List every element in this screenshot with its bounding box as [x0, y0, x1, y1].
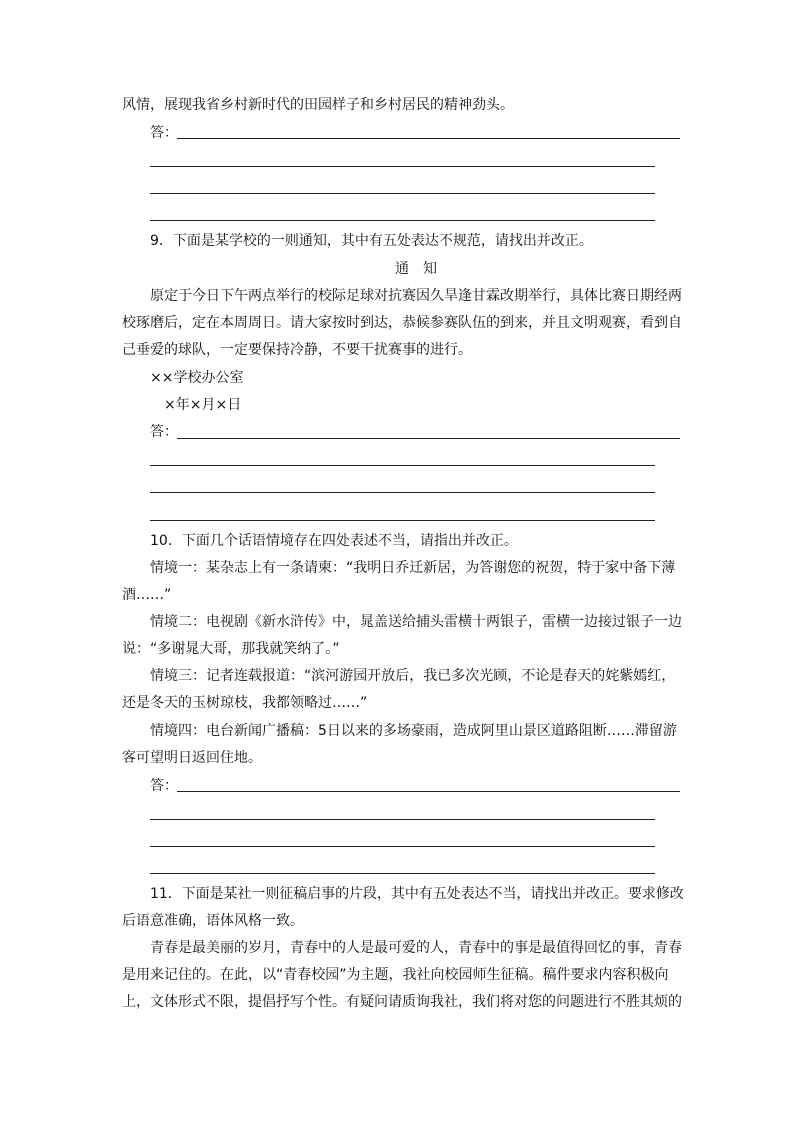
notice-paragraph-line: 是用来记住的。在此，以“青春校园”为主题，我社向校园师生征稿。稿件要求内容积极向 [122, 967, 669, 983]
q11-question: 11．下面是某社一则征稿启事的片段，其中有五处表达不当，请找出并改正。要求修改 [150, 886, 684, 902]
answer-label-3: 答： [150, 778, 178, 794]
scenario-line: 情境三：记者连载报道：“滨河游园开放后，我已多次光顾，不论是春天的姹紫嫣红， [150, 668, 676, 684]
answer-line[interactable] [177, 438, 680, 439]
answer-line[interactable] [150, 166, 655, 167]
notice-paragraph-line: 青春是最美丽的岁月，青春中的人是最可爱的人，青春中的事是最值得回忆的事，青春 [150, 940, 682, 956]
q11-question: 后语意准确，语体风格一致。 [122, 913, 304, 929]
q10-question: 10．下面几个话语情境存在四处表述不当，请指出并改正。 [150, 533, 518, 549]
scenario-line: 情境四：电台新闻广播稿：5日以来的多场豪雨，造成阿里山景区道路阻断……滞留游 [150, 723, 677, 739]
answer-line[interactable] [150, 220, 655, 221]
scenario-line: 酒……” [122, 587, 172, 603]
answer-line[interactable] [177, 791, 680, 792]
scenario-line: 情境二：电视剧《新水浒传》中，晁盖送给捕头雷横十两银子，雷横一边接过银子一边 [150, 614, 682, 630]
notice-line: 己垂爱的球队，一定要保持冷静，不要干扰赛事的进行。 [122, 342, 472, 358]
notice-paragraph-line: 上，文体形式不限，提倡抒写个性。有疑问请质询我社，我们将对您的问题进行不胜其烦的 [122, 994, 682, 1010]
notice-title: 通 知 [395, 261, 437, 277]
answer-label-1: 答： [150, 125, 178, 141]
intro-tail-text: 风情，展现我省乡村新时代的田园样子和乡村居民的精神劲头。 [122, 97, 514, 113]
notice-line: 校琢磨后，定在本周周日。请大家按时到达，恭候参赛队伍的到来，并且文明观赛，看到自 [122, 315, 682, 331]
scenario-line: 情境一：某杂志上有一条请柬：“我明日乔迁新居，为答谢您的祝贺，特于家中备下薄 [150, 560, 676, 576]
scenario-line: 说：“多谢晁大哥，那我就笑纳了。” [122, 641, 340, 657]
answer-line[interactable] [150, 819, 655, 820]
notice-line: 原定于今日下午两点举行的校际足球对抗赛因久旱逢甘霖改期举行，具体比赛日期经两 [150, 288, 682, 304]
scenario-line: 还是冬天的玉树琼枝，我都领略过……” [122, 695, 368, 711]
answer-line[interactable] [150, 873, 655, 874]
notice-signature: ××学校办公室 [150, 370, 244, 386]
answer-line[interactable] [177, 138, 680, 139]
answer-line[interactable] [150, 492, 655, 493]
q9-question: 9．下面是某学校的一则通知，其中有五处表达不规范，请找出并改正。 [150, 233, 593, 249]
scenario-line: 客可望明日返回住地。 [122, 750, 262, 766]
notice-date: ×年×月×日 [164, 397, 242, 413]
answer-label-2: 答： [150, 424, 178, 440]
answer-line[interactable] [150, 193, 655, 194]
answer-line[interactable] [150, 520, 655, 521]
answer-line[interactable] [150, 846, 655, 847]
answer-line[interactable] [150, 465, 655, 466]
